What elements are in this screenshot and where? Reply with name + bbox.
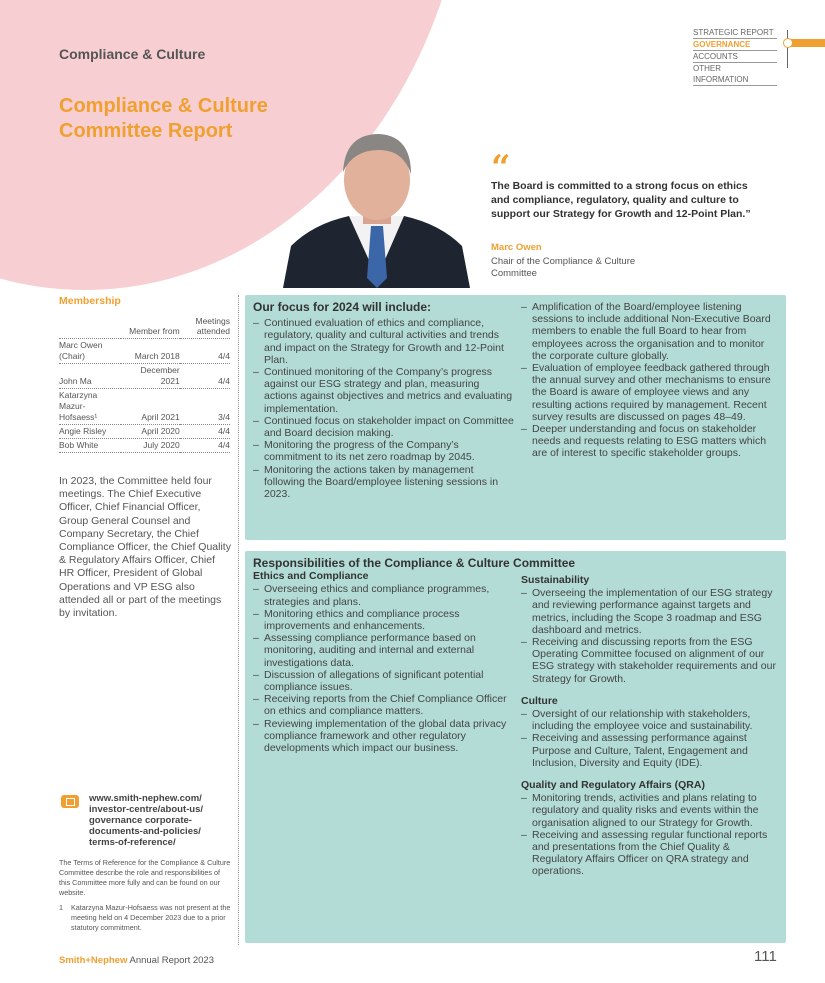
list-item: – Monitoring trends, activities and plans relating to regulatory and quality risks and events within the organisation aligned to our Strategy for Growth. <box>521 792 777 829</box>
list-item: – Receiving and assessing regular functional reports and presentations from the Chief Quality & Regulatory Affairs Officer on QRA strategy and operations. <box>521 829 777 878</box>
responsibilities-panel <box>245 551 786 943</box>
member-name: Marc Owen (Chair) <box>59 339 121 364</box>
report-section-nav <box>693 27 777 86</box>
table-row <box>59 439 230 453</box>
focus-left-column <box>253 301 515 500</box>
list-item: – Receiving reports from the Chief Compliance Officer on ethics and compliance matters. <box>253 693 515 717</box>
responsibilities-right-column <box>521 574 777 878</box>
list-item: – Monitoring the actions taken by management following the Board/employee listening sessions in 2023. <box>253 464 515 501</box>
nav-indicator-line <box>787 30 788 68</box>
sustainability-list <box>521 587 777 685</box>
member-name: Bob White <box>59 439 121 453</box>
list-item: – Deeper understanding and focus on stakeholder needs and requests relating to ESG matters which are of interest to specific stakeholder groups. <box>521 423 777 460</box>
brand-name: Smith+Nephew <box>59 955 128 966</box>
qra-list <box>521 792 777 877</box>
chair-quote: The Board is committed to a strong focus on ethics and compliance, regulatory, quality and culture to support our Strategy for Growth and 12-Point Plan.” <box>491 180 751 220</box>
focus-title: Our focus for 2024 will include: <box>253 300 432 314</box>
member-meetings: 4/4 <box>180 425 230 439</box>
member-name: Angie Risley <box>59 425 121 439</box>
table-header-row <box>59 316 230 339</box>
section-label: Compliance & Culture <box>59 46 206 62</box>
culture-title: Culture <box>521 694 558 707</box>
external-link-icon[interactable] <box>61 795 79 808</box>
ethics-list <box>253 583 515 754</box>
nav-active-dot <box>783 38 793 48</box>
quote-author-name: Marc Owen <box>491 242 542 253</box>
focus-2024-panel <box>245 295 786 540</box>
list-item: – Oversight of our relationship with stakeholders, including the employee voice and sustainability. <box>521 708 777 732</box>
column-header-name <box>59 316 121 339</box>
member-meetings: 4/4 <box>180 339 230 364</box>
culture-list <box>521 708 777 769</box>
page-title-line-1: Compliance & Culture <box>59 95 268 117</box>
list-item: – Overseeing ethics and compliance programmes, strategies and plans. <box>253 583 515 607</box>
list-item: – Reviewing implementation of the global data privacy compliance framework and other regulatory developments which impact our business. <box>253 718 515 755</box>
qra-title: Quality and Regulatory Affairs (QRA) <box>521 779 705 792</box>
column-header-meetings: Meetings attended <box>180 316 230 339</box>
member-meetings: 4/4 <box>180 364 230 389</box>
member-name: Katarzyna Mazur-Hofsaess¹ <box>59 389 121 425</box>
membership-table <box>59 316 230 453</box>
table-row <box>59 339 230 364</box>
nav-governance[interactable]: GOVERNANCE <box>693 39 777 51</box>
list-item: – Receiving and assessing performance against Purpose and Culture, Talent, Engagement and Inclusion, Diversity and Equity (IDE). <box>521 732 777 769</box>
member-meetings: 4/4 <box>180 439 230 453</box>
table-row <box>59 389 230 425</box>
report-name: Annual Report 2023 <box>127 955 214 966</box>
focus-right-column <box>521 301 777 460</box>
footnote-text: Katarzyna Mazur-Hofsaess was not present at the meeting held on 4 December 2023 due to a prior statutory commitment. <box>71 903 231 932</box>
list-item: – Amplification of the Board/employee listening sessions to include additional Non-Executive Board members to enable the full Board to hear from employees across the organisation and to monitor the corporate culture globally. <box>521 301 777 362</box>
nav-strategic-report[interactable]: STRATEGIC REPORT <box>693 27 777 39</box>
table-row <box>59 364 230 389</box>
member-name: John Ma <box>59 364 121 389</box>
list-item: – Continued monitoring of the Company’s progress against our ESG strategy and plan, measuring actions against objectives and metrics and evaluating implementation. <box>253 366 515 415</box>
list-item: – Evaluation of employee feedback gathered through the annual survey and other mechanisms to ensure the Board is aware of employee views and any resulting actions required by management. Recent survey results are discussed on pages 48–49. <box>521 362 777 423</box>
footnote-marker: 1 <box>59 903 63 912</box>
focus-list-right <box>521 301 777 460</box>
list-item: – Overseeing the implementation of our ESG strategy and reviewing performance against targets and metrics, including the Scope 3 roadmap and ESG dashboard and metrics. <box>521 587 777 636</box>
member-from: March 2018 <box>121 339 179 364</box>
member-from: December 2021 <box>121 364 179 389</box>
list-item: – Continued evaluation of ethics and compliance, regulatory, quality and cultural activities and trends and impact on the Strategy for Growth and 12-Point Plan. <box>253 317 515 366</box>
table-row <box>59 425 230 439</box>
page-footer <box>59 955 214 966</box>
page-title-line-2: Committee Report <box>59 120 233 142</box>
member-from: April 2020 <box>121 425 179 439</box>
nav-other-information[interactable]: OTHER INFORMATION <box>693 63 777 86</box>
list-item: – Monitoring ethics and compliance process improvements and enhancements. <box>253 608 515 632</box>
list-item: – Assessing compliance performance based on monitoring, auditing and internal and external investigations data. <box>253 632 515 669</box>
page-number: 111 <box>754 948 777 965</box>
list-item: – Discussion of allegations of significant potential compliance issues. <box>253 669 515 693</box>
portrait-illustration <box>283 128 470 288</box>
list-item: – Monitoring the progress of the Company’s commitment to its net zero roadmap by 2045. <box>253 439 515 463</box>
ethics-compliance-title: Ethics and Compliance <box>253 570 369 583</box>
terms-of-reference-note: The Terms of Reference for the Compliance & Culture Committee describe the role and responsibilities of this Committee more fully and can be found on our website. <box>59 858 231 897</box>
membership-title: Membership <box>59 295 121 307</box>
page-title <box>59 94 268 144</box>
member-from: April 2021 <box>121 389 179 425</box>
column-divider <box>238 295 239 945</box>
list-item: – Continued focus on stakeholder impact on Committee and Board decision making. <box>253 415 515 439</box>
quote-author-role: Chair of the Compliance & Culture Committee <box>491 256 636 279</box>
member-meetings: 3/4 <box>180 389 230 425</box>
column-header-member-from: Member from <box>121 316 179 339</box>
meetings-intro-text: In 2023, the Committee held four meetings. The Chief Executive Officer, Chief Financial Officer, Group General Counsel and Company Secretary, the Chief Compliance Officer, the Chief Quality & Regulatory Affairs Officer, Chief HR Officer, President of Global Operations and VP ESG also attended all or part of the meetings by invitation. <box>59 475 231 620</box>
focus-list-left <box>253 317 515 500</box>
chair-portrait <box>283 128 470 288</box>
quote-mark-icon: “ <box>491 148 511 188</box>
footnote <box>59 903 231 933</box>
sustainability-title: Sustainability <box>521 574 590 586</box>
nav-accounts[interactable]: ACCOUNTS <box>693 51 777 63</box>
member-from: July 2020 <box>121 439 179 453</box>
list-item: – Receiving and discussing reports from the ESG Operating Committee focused on alignment of our ESG strategy with stakeholder requirements and our Strategy for Growth. <box>521 636 777 685</box>
terms-of-reference-link[interactable]: www.smith-nephew.com/ investor-centre/about-us/ governance corporate- documents-and-policies/ terms-of-reference/ <box>89 793 204 848</box>
responsibilities-title: Responsibilities of the Compliance & Culture Committee <box>253 556 576 570</box>
